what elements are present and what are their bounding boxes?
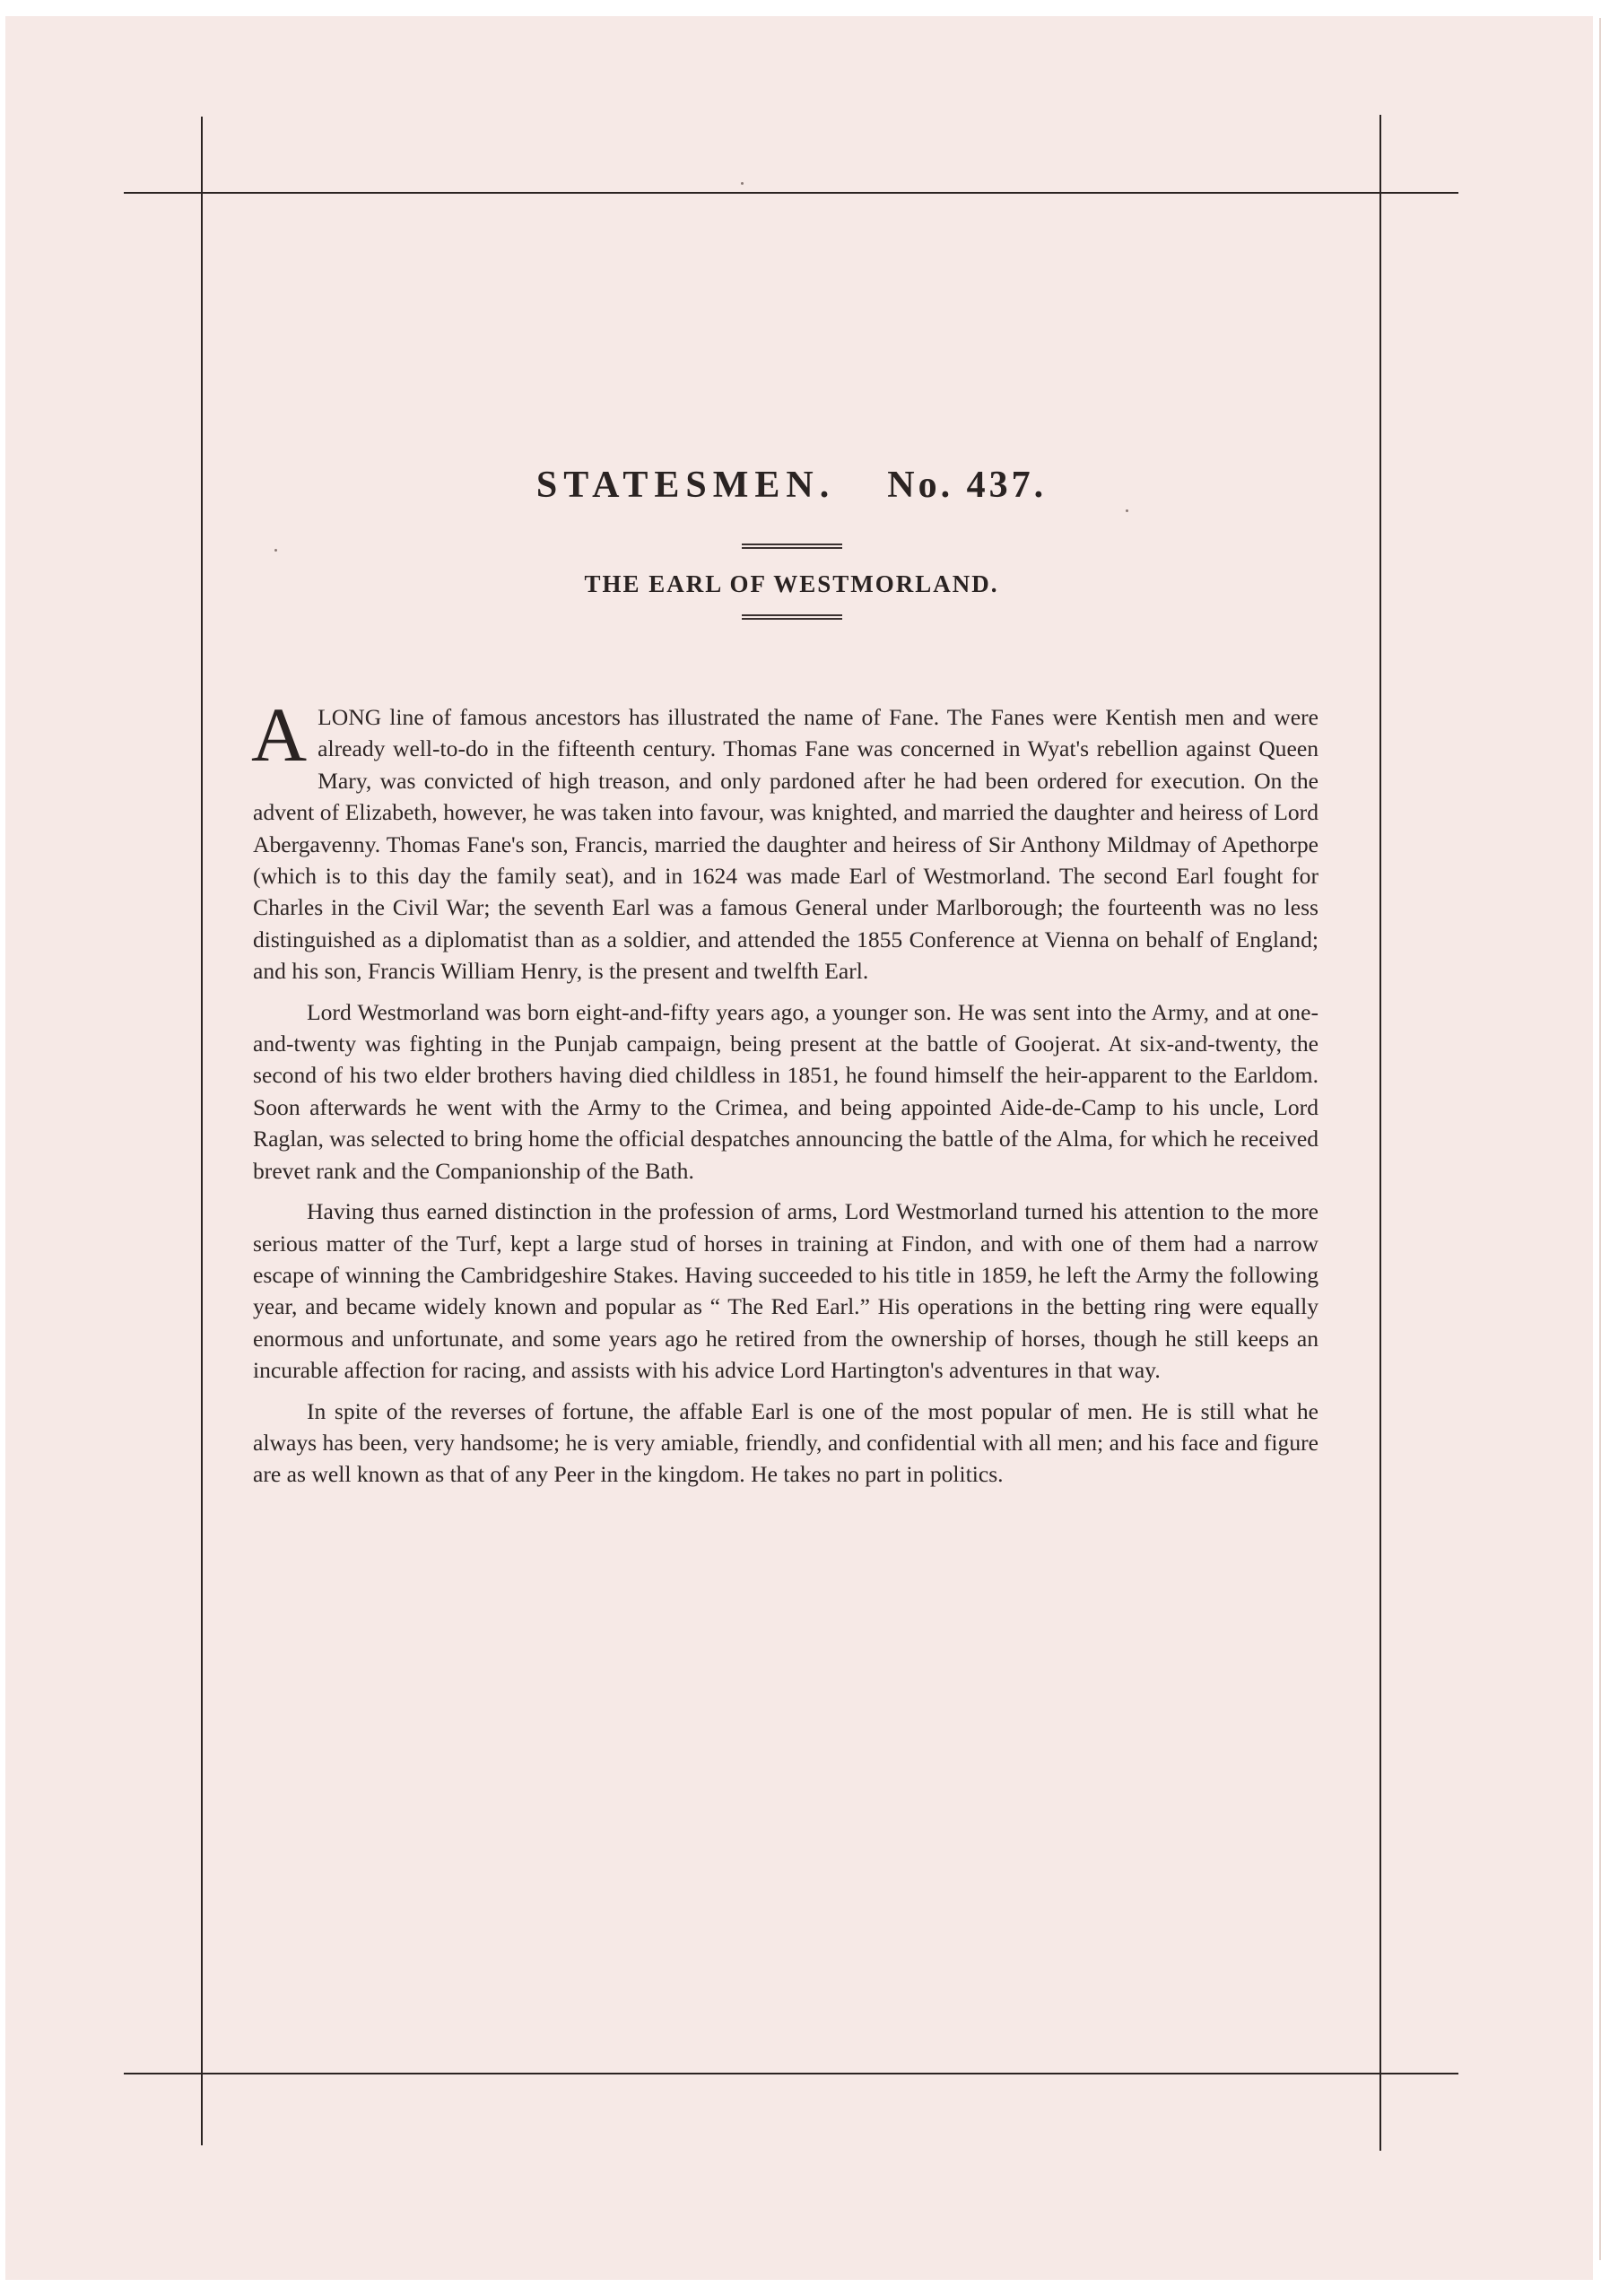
article-header [197, 466, 1386, 620]
series-number: No. 437. [887, 465, 1048, 506]
subject-title: THE EARL OF WESTMORLAND. [584, 570, 999, 597]
paper-speck [741, 182, 744, 185]
page-edge-shadow [1599, 18, 1601, 2260]
right-border-rule [1379, 115, 1381, 2151]
series-title [197, 466, 1386, 504]
double-rule-divider [742, 544, 842, 549]
article-paragraph-1 [251, 691, 1318, 987]
bottom-border-rule [124, 2073, 1458, 2074]
top-border-rule [124, 192, 1458, 194]
article-paragraph-2: Lord Westmorland was born eight-and-fifty years ago, a younger son. He was sent into the Army, and at one-and-twenty was fighting in the Punjab campaign, being present at the battle of Goojerat. At six-and-twenty, the second of his two elder brothers having died childless in 1851, he found himself the heir-apparent to the Earldom. Soon afterwards he went with the Army to the Crimea, and being appointed Aide-de-Camp to his uncle, Lord Raglan, was selected to bring home the official despatches announcing the battle of the Alma, for which he received brevet rank and the Companionship of the Bath. [253, 998, 1318, 1184]
left-border-rule [201, 117, 203, 2145]
series-name: STATESMEN. [535, 465, 836, 506]
double-rule-divider [742, 614, 842, 620]
article-paragraph-3: Having thus earned distinction in the profession of arms, Lord Westmorland turned his attention to the more serious matter of the Turf, kept a large stud of horses in training at Findon, and with one of them had a narrow escape of winning the Cambridgeshire Stakes. Having succeeded to his title in 1859, he left the Army the following year, and became widely known and popular as “ The Red Earl.” His operations in the betting ring were equally enormous and unfortunate, and some years ago he retired from the ownership of horses, though he still keeps an incurable affection for racing, and assists with his advice Lord Hartington's adventures in that way. [253, 1198, 1318, 1384]
drop-cap: A [251, 691, 308, 778]
article-body [251, 691, 1318, 1500]
article-paragraph-4: In spite of the reverses of fortune, the affable Earl is one of the most popular of men. He is still what he always has been, very handsome; he is very amiable, friendly, and confidential with all men; and his face and figure are as well known as that of any Peer in the kingdom. He takes no part in politics. [253, 1397, 1318, 1488]
paragraph-text: LONG line of famous ancestors has illustrated the name of Fane. The Fanes were Kentish men and were already well-to-do in the fifteenth century. Thomas Fane was concerned in Wyat's rebellion against Queen Mary, was convicted of high treason, and only pardoned after he had been ordered for execution. On the advent of Elizabeth, however, he was taken into favour, was knighted, and married the daughter and heiress of Lord Abergavenny. Thomas Fane's son, Francis, married the daughter and heiress of Sir Anthony Mildmay of Apethorpe (which is to this day the family seat), and in 1624 was made Earl of Westmorland. The second Earl fought for Charles in the Civil War; the seventh Earl was a famous General under Marlborough; the fourteenth was no less distinguished as a diplomatist than as a soldier, and attended the 1855 Conference at Vienna on behalf of England; and his son, Francis William Henry, is the present and twelfth Earl. [253, 704, 1318, 985]
